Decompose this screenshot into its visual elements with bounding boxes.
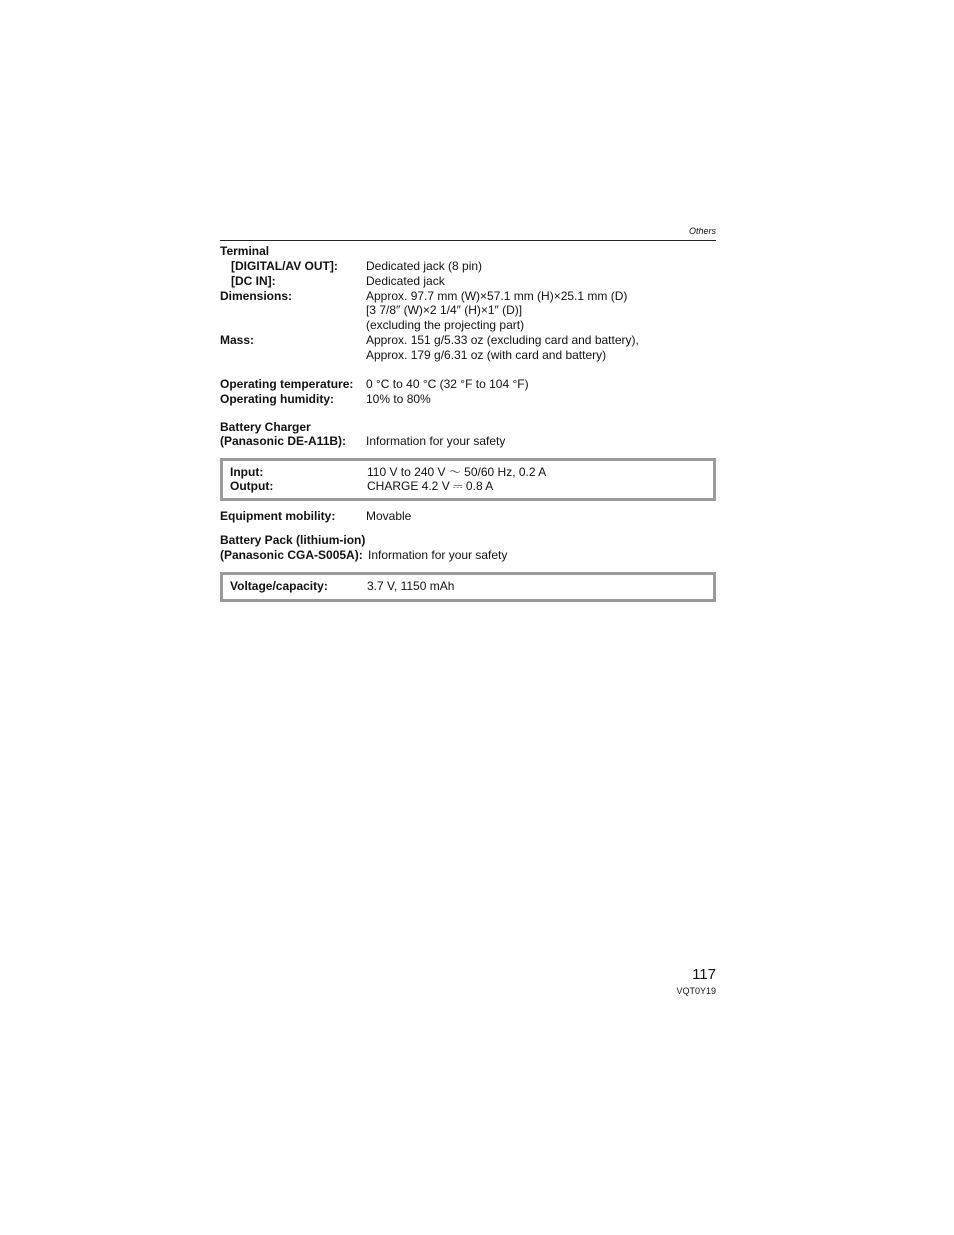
charger-output-value: CHARGE 4.2 V ⎓ 0.8 A <box>367 479 494 493</box>
charger-safety-info: Information for your safety <box>366 434 506 448</box>
charger-input-label: Input: <box>230 465 264 479</box>
spec-row-dimensions <box>220 289 716 304</box>
dc-in-label: [DC IN]: <box>231 274 276 288</box>
dc-in-value: Dedicated jack <box>366 274 445 288</box>
charger-output-label: Output: <box>230 479 274 493</box>
spec-row-operating-humidity <box>220 392 716 407</box>
battery-voltage-label: Voltage/capacity: <box>230 579 328 593</box>
spec-row-mass-with-card <box>220 348 716 363</box>
header-divider <box>220 240 716 241</box>
dimensions-value-line-1: Approx. 97.7 mm (W)×57.1 mm (H)×25.1 mm (D) <box>366 289 628 303</box>
spec-row-dimensions-note <box>220 318 716 333</box>
spec-row-dc-in <box>220 274 716 289</box>
dimensions-value-line-3: (excluding the projecting part) <box>366 318 525 332</box>
terminal-label: Terminal <box>220 244 270 258</box>
charger-input-value: 110 V to 240 V ～ 50/60 Hz, 0.2 A <box>367 465 547 479</box>
operating-humidity-value: 10% to 80% <box>366 392 431 406</box>
charger-input-row <box>223 465 713 480</box>
battery-model: (Panasonic CGA-S005A): <box>220 548 363 562</box>
operating-temperature-value: 0 °C to 40 °C (32 °F to 104 °F) <box>366 377 529 391</box>
mass-label: Mass: <box>220 333 255 347</box>
document-code: VQT0Y19 <box>676 986 716 996</box>
mass-value-line-2: Approx. 179 g/6.31 oz (with card and battery) <box>366 348 607 362</box>
charger-title: Battery Charger <box>220 420 311 434</box>
digital-av-out-value: Dedicated jack (8 pin) <box>366 259 483 273</box>
spec-row-mass <box>220 333 716 348</box>
spec-row-equipment-mobility <box>220 509 716 524</box>
battery-title: Battery Pack (lithium-ion) <box>220 533 366 547</box>
page-number: 117 <box>692 966 716 983</box>
operating-humidity-label: Operating humidity: <box>220 392 334 406</box>
charger-output-row <box>223 479 713 494</box>
spec-row-terminal <box>220 244 716 259</box>
dimensions-label: Dimensions: <box>220 289 293 303</box>
battery-safety-info: Information for your safety <box>368 548 508 562</box>
battery-voltage-value: 3.7 V, 1150 mAh <box>367 579 455 593</box>
spec-row-dimensions-inches <box>220 303 716 318</box>
mass-value-line-1: Approx. 151 g/5.33 oz (excluding card and battery), <box>366 333 639 347</box>
spec-row-digital-av-out <box>220 259 716 274</box>
charger-model-row <box>220 434 716 449</box>
battery-title-row <box>220 533 716 548</box>
section-label: Others <box>688 226 716 236</box>
digital-av-out-label: [DIGITAL/AV OUT]: <box>231 259 338 273</box>
spec-row-operating-temperature <box>220 377 716 392</box>
charger-title-row <box>220 420 716 435</box>
operating-temperature-label: Operating temperature: <box>220 377 354 391</box>
charger-safety-box <box>220 458 716 501</box>
equipment-mobility-label: Equipment mobility: <box>220 509 336 523</box>
battery-safety-box <box>220 572 716 602</box>
battery-model-row <box>220 548 716 563</box>
dimensions-value-line-2: [3 7/8″ (W)×2 1/4″ (H)×1″ (D)] <box>366 303 523 317</box>
battery-voltage-row <box>223 579 713 594</box>
equipment-mobility-value: Movable <box>366 509 412 523</box>
charger-model: (Panasonic DE-A11B): <box>220 434 347 448</box>
